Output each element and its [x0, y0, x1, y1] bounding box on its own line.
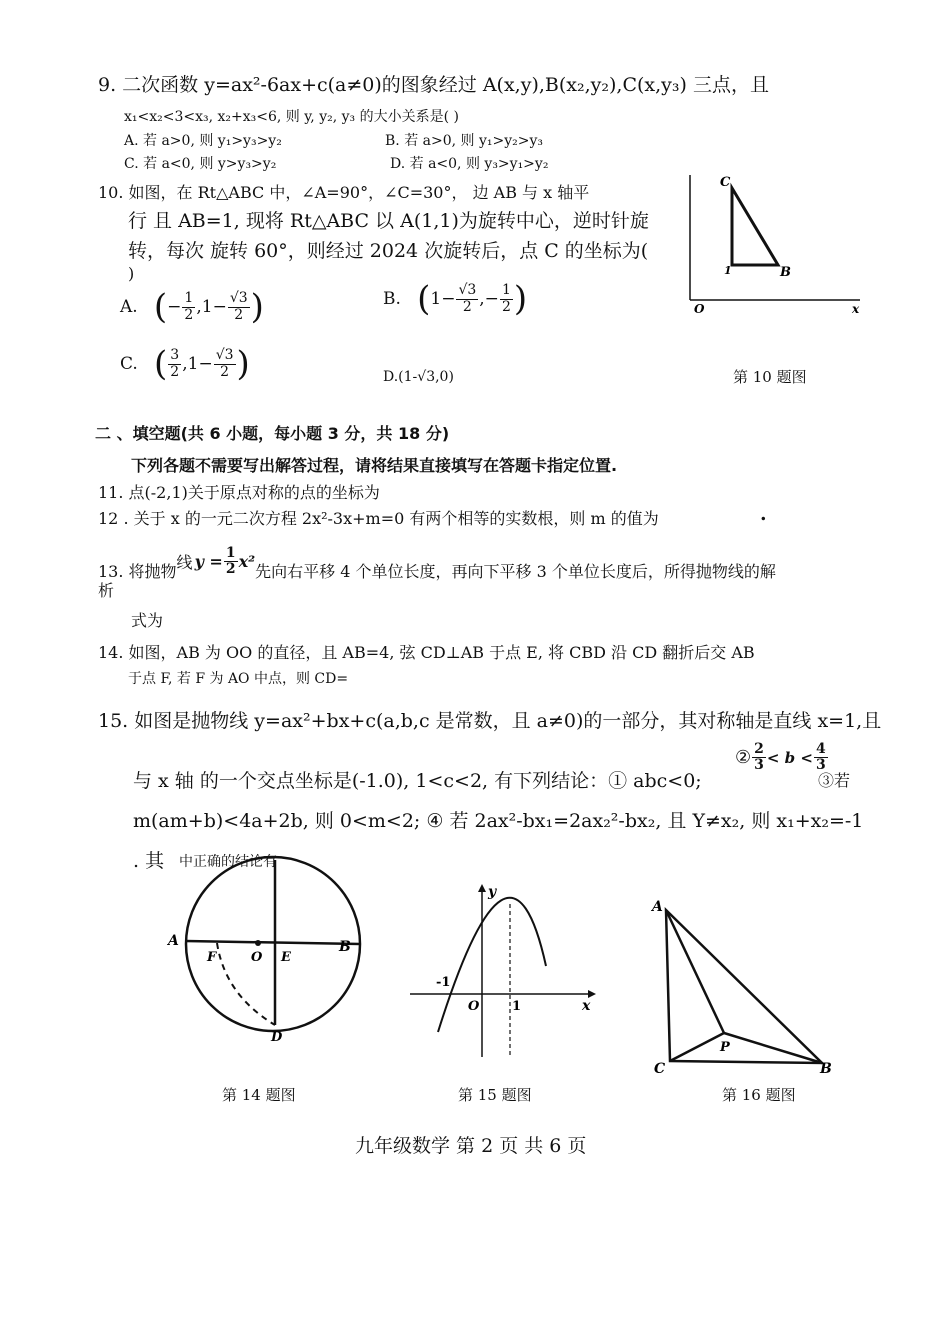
fig16-label-c: C [654, 1061, 666, 1077]
fig14-fold-arc [217, 943, 275, 1025]
fig16-caption: 第 16 题图 [722, 1086, 796, 1104]
fig15-label-1: 1 [512, 999, 522, 1014]
q9-line2: x₁<x₂<3<x₃, x₂+x₃<6, 则 y, y₂, y₃ 的大小关系是( ) [124, 109, 459, 125]
q15-line2: 与 x 轴 的一个交点坐标是(-1.0), 1<c<2, 有下列结论：① abc<0; [133, 770, 702, 792]
q15-conclusion-2: ② $\frac{2}{3}$ < b < $\frac{4}{3}$ [735, 741, 826, 774]
fig10-label-x: x [852, 302, 860, 316]
q14-line1: 14. 如图，AB 为 OO 的直径，且 AB=4, 弦 CD⊥AB 于点 E, 将 CBD 沿 CD 翻折后交 AB [98, 643, 755, 662]
q12: 12 . 关于 x 的一元二次方程 2x²-3x+m=0 有两个相等的实数根，则 m 的值为 [98, 509, 659, 528]
fig14-label-a: A [168, 933, 179, 949]
section2-title: 二 、填空题(共 6 小题，每小题 3 分，共 18 分) [95, 424, 450, 443]
q15-conclusion-3: ③若 [818, 771, 851, 790]
fig14-label-e: E [281, 950, 291, 965]
fig15-y-arrow [478, 884, 486, 892]
fig14-label-o: O [251, 950, 263, 965]
fig14-label-f: F [207, 950, 217, 965]
fig16-label-p: P [720, 1040, 730, 1055]
figure-14 [165, 865, 365, 1045]
fig16-segment-cp [670, 1033, 724, 1061]
q10-line2: 行 且 AB=1, 现将 Rt△ABC 以 A(1,1)为旋转中心，逆时针旋 [128, 210, 649, 232]
fig14-label-d: D [271, 1030, 283, 1045]
q9-option-b: B. 若 a>0, 则 y₁>y₂>y₃ [385, 133, 543, 149]
q11: 11. 点(-2,1)关于原点对称的点的坐标为 [98, 483, 380, 502]
fig15-parabola [438, 898, 546, 1032]
fig10-caption: 第 10 题图 [733, 368, 807, 386]
q10-option-b: B. ( 1− $\frac{√3}{2}$ ,− $\frac{1}{2}$ ) [383, 279, 528, 319]
q10-line4: ) [128, 264, 135, 283]
q9-option-a: A. 若 a>0, 则 y₁>y₃>y₂ [124, 133, 282, 149]
q14-line2: 于点 F, 若 F 为 AO 中点，则 CD= [128, 671, 349, 687]
q13-line3: 式为 [131, 611, 164, 630]
fig15-label-y: y [488, 884, 497, 900]
fig14-center-point [255, 940, 261, 946]
fig14-caption: 第 14 题图 [222, 1086, 296, 1104]
q10-option-c: C. ( $\frac{3}{2}$ ,1− $\frac{√3}{2}$ ) [120, 344, 250, 384]
fig10-label-c: C [720, 175, 731, 190]
q9-line1: 9. 二次函数 y=ax²-6ax+c(a≠0)的图象经过 A(x,y),B(x₂,y₂),C(x,y₃) 三点，且 [98, 74, 769, 96]
q15-line4a: . 其 [133, 850, 165, 872]
fig14-label-b: B [339, 939, 351, 955]
q15-line4b: 中正确的结论有 [179, 854, 277, 870]
fig15-label-neg1: -1 [436, 975, 451, 990]
q10-option-a: A. ( − $\frac{1}{2}$ ,1− $\frac{√3}{2}$ ) [120, 287, 264, 327]
figure-10 [680, 170, 870, 320]
fig10-triangle [732, 188, 778, 265]
q15-line1: 15. 如图是抛物线 y=ax²+bx+c(a,b,c 是常数，且 a≠0)的一部分，其对称轴是直线 x=1,且 [98, 710, 882, 732]
fig15-label-o: O [468, 999, 480, 1014]
q10-option-d: D.(1-√3,0) [383, 369, 454, 385]
fig14-diameter-ab [186, 941, 360, 944]
figure-16 [650, 895, 840, 1075]
fig16-label-b: B [820, 1061, 832, 1077]
fig16-label-a: A [652, 899, 663, 915]
figure-15 [410, 882, 595, 1062]
fig10-label-o: O [694, 302, 705, 316]
page-footer: 九年级数学 第 2 页 共 6 页 [355, 1135, 587, 1157]
q9-option-c: C. 若 a<0, 则 y>y₃>y₂ [124, 156, 277, 172]
q12-dot: . [760, 503, 767, 525]
q10-line1: 10. 如图，在 Rt△ABC 中，∠A=90°，∠C=30°， 边 AB 与 x 轴平 [98, 183, 590, 202]
fig15-label-x: x [582, 998, 591, 1014]
q10-line3: 转，每次 旋转 60°，则经过 2024 次旋转后，点 C 的坐标为( [128, 240, 649, 262]
fig10-label-b: B [780, 265, 791, 280]
q13-line2: 析 [98, 581, 115, 600]
fig16-segment-ap [666, 910, 724, 1033]
section2-instruction: 下列各题不需要写出解答过程，请将结果直接填写在答题卡指定位置. [131, 456, 618, 475]
fig10-label-a: 1 [724, 264, 732, 277]
fig15-caption: 第 15 题图 [458, 1086, 532, 1104]
q9-option-d: D. 若 a<0, 则 y₃>y₁>y₂ [390, 156, 549, 172]
fig15-x-arrow [588, 990, 596, 998]
q15-line3: m(am+b)<4a+2b, 则 0<m<2; ④ 若 2ax²-bx₁=2ax₂²-bx₂, 且 Y≠x₂, 则 x₁+x₂=-1 [133, 810, 864, 832]
q13-line1: 13. 将抛物 线 y = $\frac{1}{2}$ x² 先向右平移 4 个单位长度，再向下平移 3 个单位长度后，所得抛物线的解 [98, 545, 776, 582]
